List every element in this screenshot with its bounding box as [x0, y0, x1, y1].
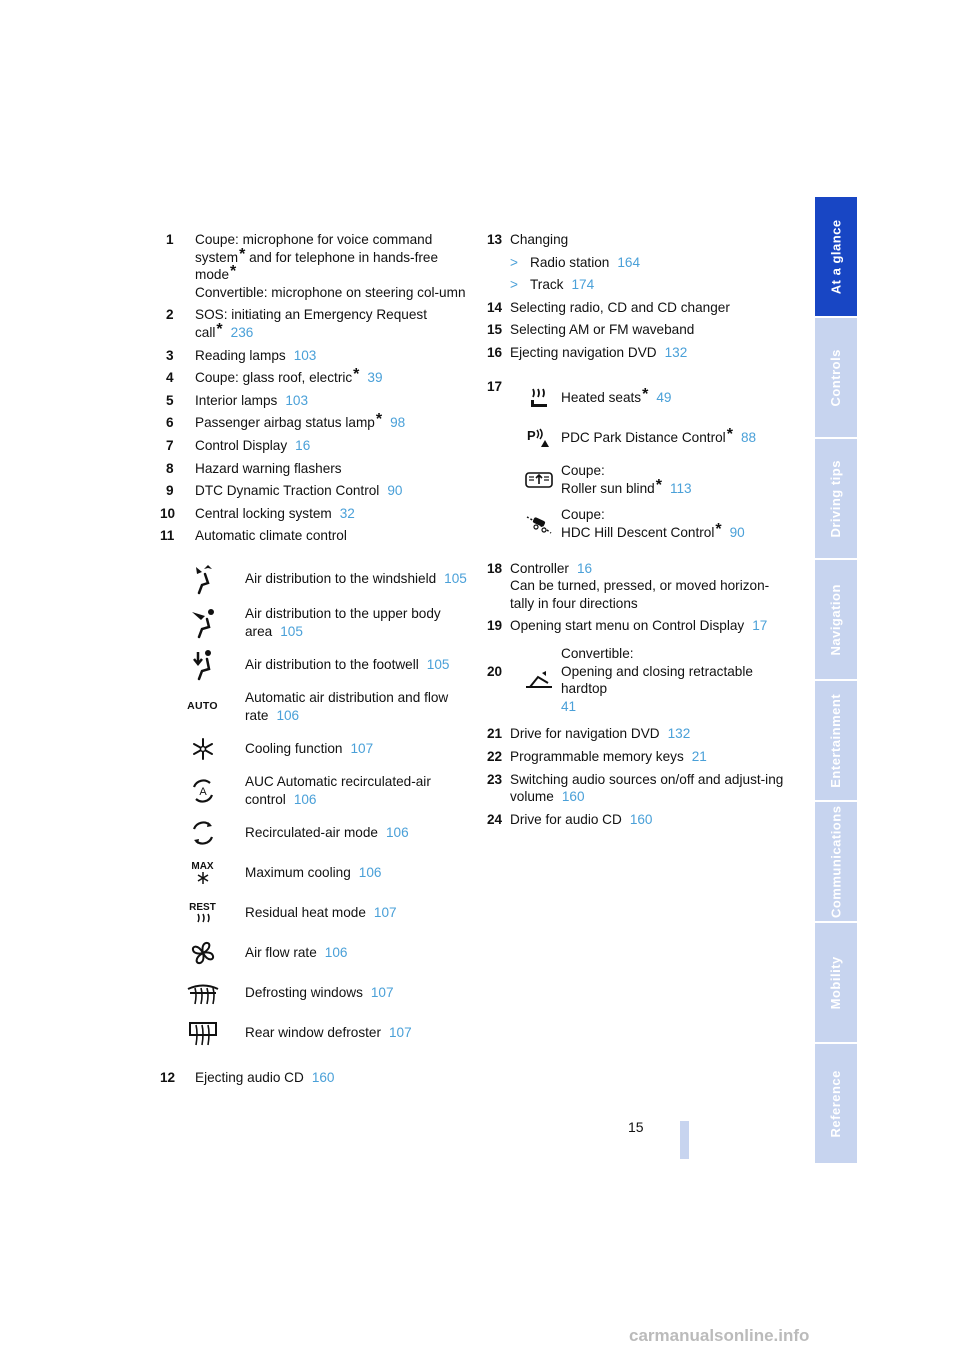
- list-item-3: 3 Reading lamps 103: [166, 347, 317, 363]
- sun-blind-icon: [517, 470, 561, 490]
- tab-navigation[interactable]: Navigation: [815, 560, 857, 679]
- page-ref[interactable]: 103: [293, 347, 317, 363]
- page-ref[interactable]: 113: [669, 480, 692, 496]
- feature-row: Heated seats* 49: [487, 378, 787, 418]
- list-item-16: 16 Ejecting navigation DVD 132: [487, 344, 688, 360]
- right-column: [487, 231, 787, 833]
- page-ref[interactable]: 17: [752, 618, 768, 634]
- windshield-airflow-icon: [160, 563, 245, 595]
- climate-row: AUTO Automatic air distribution and flow rate 106: [160, 685, 470, 729]
- page-ref[interactable]: 98: [390, 415, 406, 431]
- page-ref[interactable]: 90: [387, 483, 403, 499]
- page-ref[interactable]: 16: [576, 560, 593, 576]
- fan-icon: [160, 938, 245, 968]
- upper-body-airflow-icon: [160, 607, 245, 639]
- max-cooling-icon: MAX: [160, 861, 245, 884]
- list-item-21: 21 Drive for navigation DVD 132: [487, 726, 691, 742]
- page-ref[interactable]: 105: [426, 657, 450, 673]
- climate-row: Air distribution to the windshield 105: [160, 557, 470, 601]
- climate-control-list: [160, 557, 470, 1053]
- climate-row: Cooling function 107: [160, 729, 470, 769]
- hill-descent-icon: [517, 513, 561, 535]
- list-item-19: 19 Opening start menu on Control Display 17: [487, 618, 768, 634]
- heated-seat-icon: [517, 386, 561, 410]
- climate-row: Rear window defroster 107: [160, 1013, 470, 1053]
- page-ref[interactable]: 41: [561, 698, 577, 714]
- climate-row: A AUC Automatic recirculated-air control 106: [160, 769, 470, 813]
- recirculation-icon: [160, 820, 245, 846]
- page-ref[interactable]: 160: [561, 789, 585, 805]
- list-item-6: 6 Passenger airbag status lamp* 98: [166, 411, 406, 431]
- page-ref[interactable]: 21: [691, 748, 707, 764]
- page-ref[interactable]: 90: [729, 524, 745, 540]
- page-ref[interactable]: 49: [656, 389, 672, 405]
- page-ref[interactable]: 106: [358, 865, 382, 881]
- svg-text:A: A: [198, 785, 207, 798]
- list-item-15: 15 Selecting AM or FM waveband: [487, 322, 695, 338]
- tab-driving-tips[interactable]: Driving tips: [815, 439, 857, 558]
- page-ref[interactable]: 106: [276, 707, 300, 723]
- climate-row: Recirculated-air mode 106: [160, 813, 470, 853]
- list-item-23: 23 Switching audio sources on/off and adjust-ing volume 160: [487, 771, 784, 805]
- page-ref[interactable]: 39: [367, 370, 383, 386]
- page-number: 15: [628, 1119, 644, 1135]
- list-item-8: 8 Hazard warning flashers: [166, 460, 342, 476]
- tab-communications[interactable]: Communications: [815, 802, 857, 921]
- list-item-7: 7 Control Display 16: [166, 437, 311, 453]
- rest-heat-icon: REST: [160, 902, 245, 923]
- footer-watermark: carmanualsonline.info: [629, 1326, 810, 1345]
- feature-row: P PDC Park Distance Control* 88: [487, 418, 787, 458]
- list-item-5: 5 Interior lamps 103: [166, 392, 309, 408]
- page-ref[interactable]: 107: [389, 1025, 412, 1041]
- tab-mobility[interactable]: Mobility: [815, 923, 857, 1042]
- rear-defrost-icon: [160, 1019, 245, 1047]
- page-ref[interactable]: 107: [370, 985, 394, 1001]
- page-ref[interactable]: 132: [667, 726, 691, 742]
- snowflake-icon: [160, 738, 245, 760]
- feature-row: Convertible: Opening and closing retractable hardtop 41: [487, 645, 787, 715]
- page-ref[interactable]: 236: [230, 324, 254, 340]
- tab-entertainment[interactable]: Entertainment: [815, 681, 857, 800]
- section-sidebar: [815, 197, 857, 1159]
- list-item-22: 22 Programmable memory keys 21: [487, 748, 707, 764]
- page-ref[interactable]: 32: [339, 505, 355, 521]
- climate-row: Air distribution to the footwell 105: [160, 645, 470, 685]
- sub-item: > Track 174: [510, 277, 595, 293]
- defrost-windshield-icon: [160, 980, 245, 1006]
- list-item-18: 18 Controller 16 Can be turned, pressed, or moved horizon-tally in four directions: [487, 560, 770, 611]
- hardtop-icon: [517, 669, 561, 691]
- page-ref[interactable]: 106: [293, 791, 317, 807]
- list-item-14: 14 Selecting radio, CD and CD changer: [487, 299, 730, 315]
- list-item-13: 13 Changing > Radio station 164 > Track 174: [487, 231, 787, 294]
- feature-row: Coupe: HDC Hill Descent Control* 90: [487, 502, 787, 546]
- list-item-4: 4 Coupe: glass roof, electric* 39: [166, 366, 383, 386]
- page-ref[interactable]: 103: [285, 392, 309, 408]
- climate-row: REST Residual heat mode 107: [160, 893, 470, 933]
- page-ref[interactable]: 132: [664, 344, 688, 360]
- left-column: [160, 231, 470, 1092]
- page-ref[interactable]: 106: [324, 945, 348, 961]
- list-item-17: 17 Heated seats* 49 P PDC Park Distance Control* 88 Coupe: Roller sun blind* 113 Coupe: HDC Hill Descent Control* 90: [487, 378, 787, 546]
- auto-icon: AUTO: [187, 700, 218, 713]
- climate-row: Defrosting windows 107: [160, 973, 470, 1013]
- list-item-24: 24 Drive for audio CD 160: [487, 811, 653, 827]
- page-ref[interactable]: 16: [295, 437, 311, 453]
- svg-text:P: P: [527, 427, 536, 443]
- climate-row: Air distribution to the upper body area 105: [160, 601, 470, 645]
- list-item-12: 12 Ejecting audio CD 160: [160, 1069, 335, 1085]
- page-ref[interactable]: 160: [311, 1069, 335, 1085]
- pdc-icon: [517, 427, 561, 449]
- page-ref[interactable]: 105: [280, 623, 303, 639]
- page-marker: [680, 1121, 689, 1159]
- page-ref[interactable]: 160: [629, 811, 653, 827]
- feature-row: Coupe: Roller sun blind* 113: [487, 458, 787, 502]
- page-ref[interactable]: 105: [444, 571, 467, 587]
- list-item-2: 2 SOS: initiating an Emergency Request call* 236: [166, 307, 427, 340]
- page-ref[interactable]: 107: [350, 741, 374, 757]
- tab-reference[interactable]: Reference: [815, 1044, 857, 1163]
- auc-recirculation-icon: [160, 778, 245, 804]
- sub-item: > Radio station 164: [510, 254, 641, 270]
- page-ref[interactable]: 88: [740, 429, 757, 445]
- footwell-airflow-icon: [160, 649, 245, 681]
- tab-at-a-glance[interactable]: At a glance: [815, 197, 857, 316]
- list-item-9: 9 DTC Dynamic Traction Control 90: [166, 483, 403, 499]
- list-item-1: 1 Coupe: microphone for voice command system* and for telephone in hands-free mode* Convertible: microphone on steering col-umn: [166, 232, 466, 300]
- page-ref[interactable]: 174: [571, 277, 595, 293]
- page-ref[interactable]: 107: [373, 905, 397, 921]
- page-ref[interactable]: 164: [617, 254, 641, 270]
- list-item-10: 10 Central locking system 32: [160, 505, 355, 521]
- tab-controls[interactable]: Controls: [815, 318, 857, 437]
- page-ref[interactable]: 106: [385, 825, 409, 841]
- climate-row: MAX Maximum cooling 106: [160, 853, 470, 893]
- list-item-11: 11 Automatic climate control: [160, 528, 347, 544]
- climate-row: Air flow rate 106: [160, 933, 470, 973]
- list-item-20: 20 Convertible: Opening and closing retractable hardtop 41: [487, 645, 787, 715]
